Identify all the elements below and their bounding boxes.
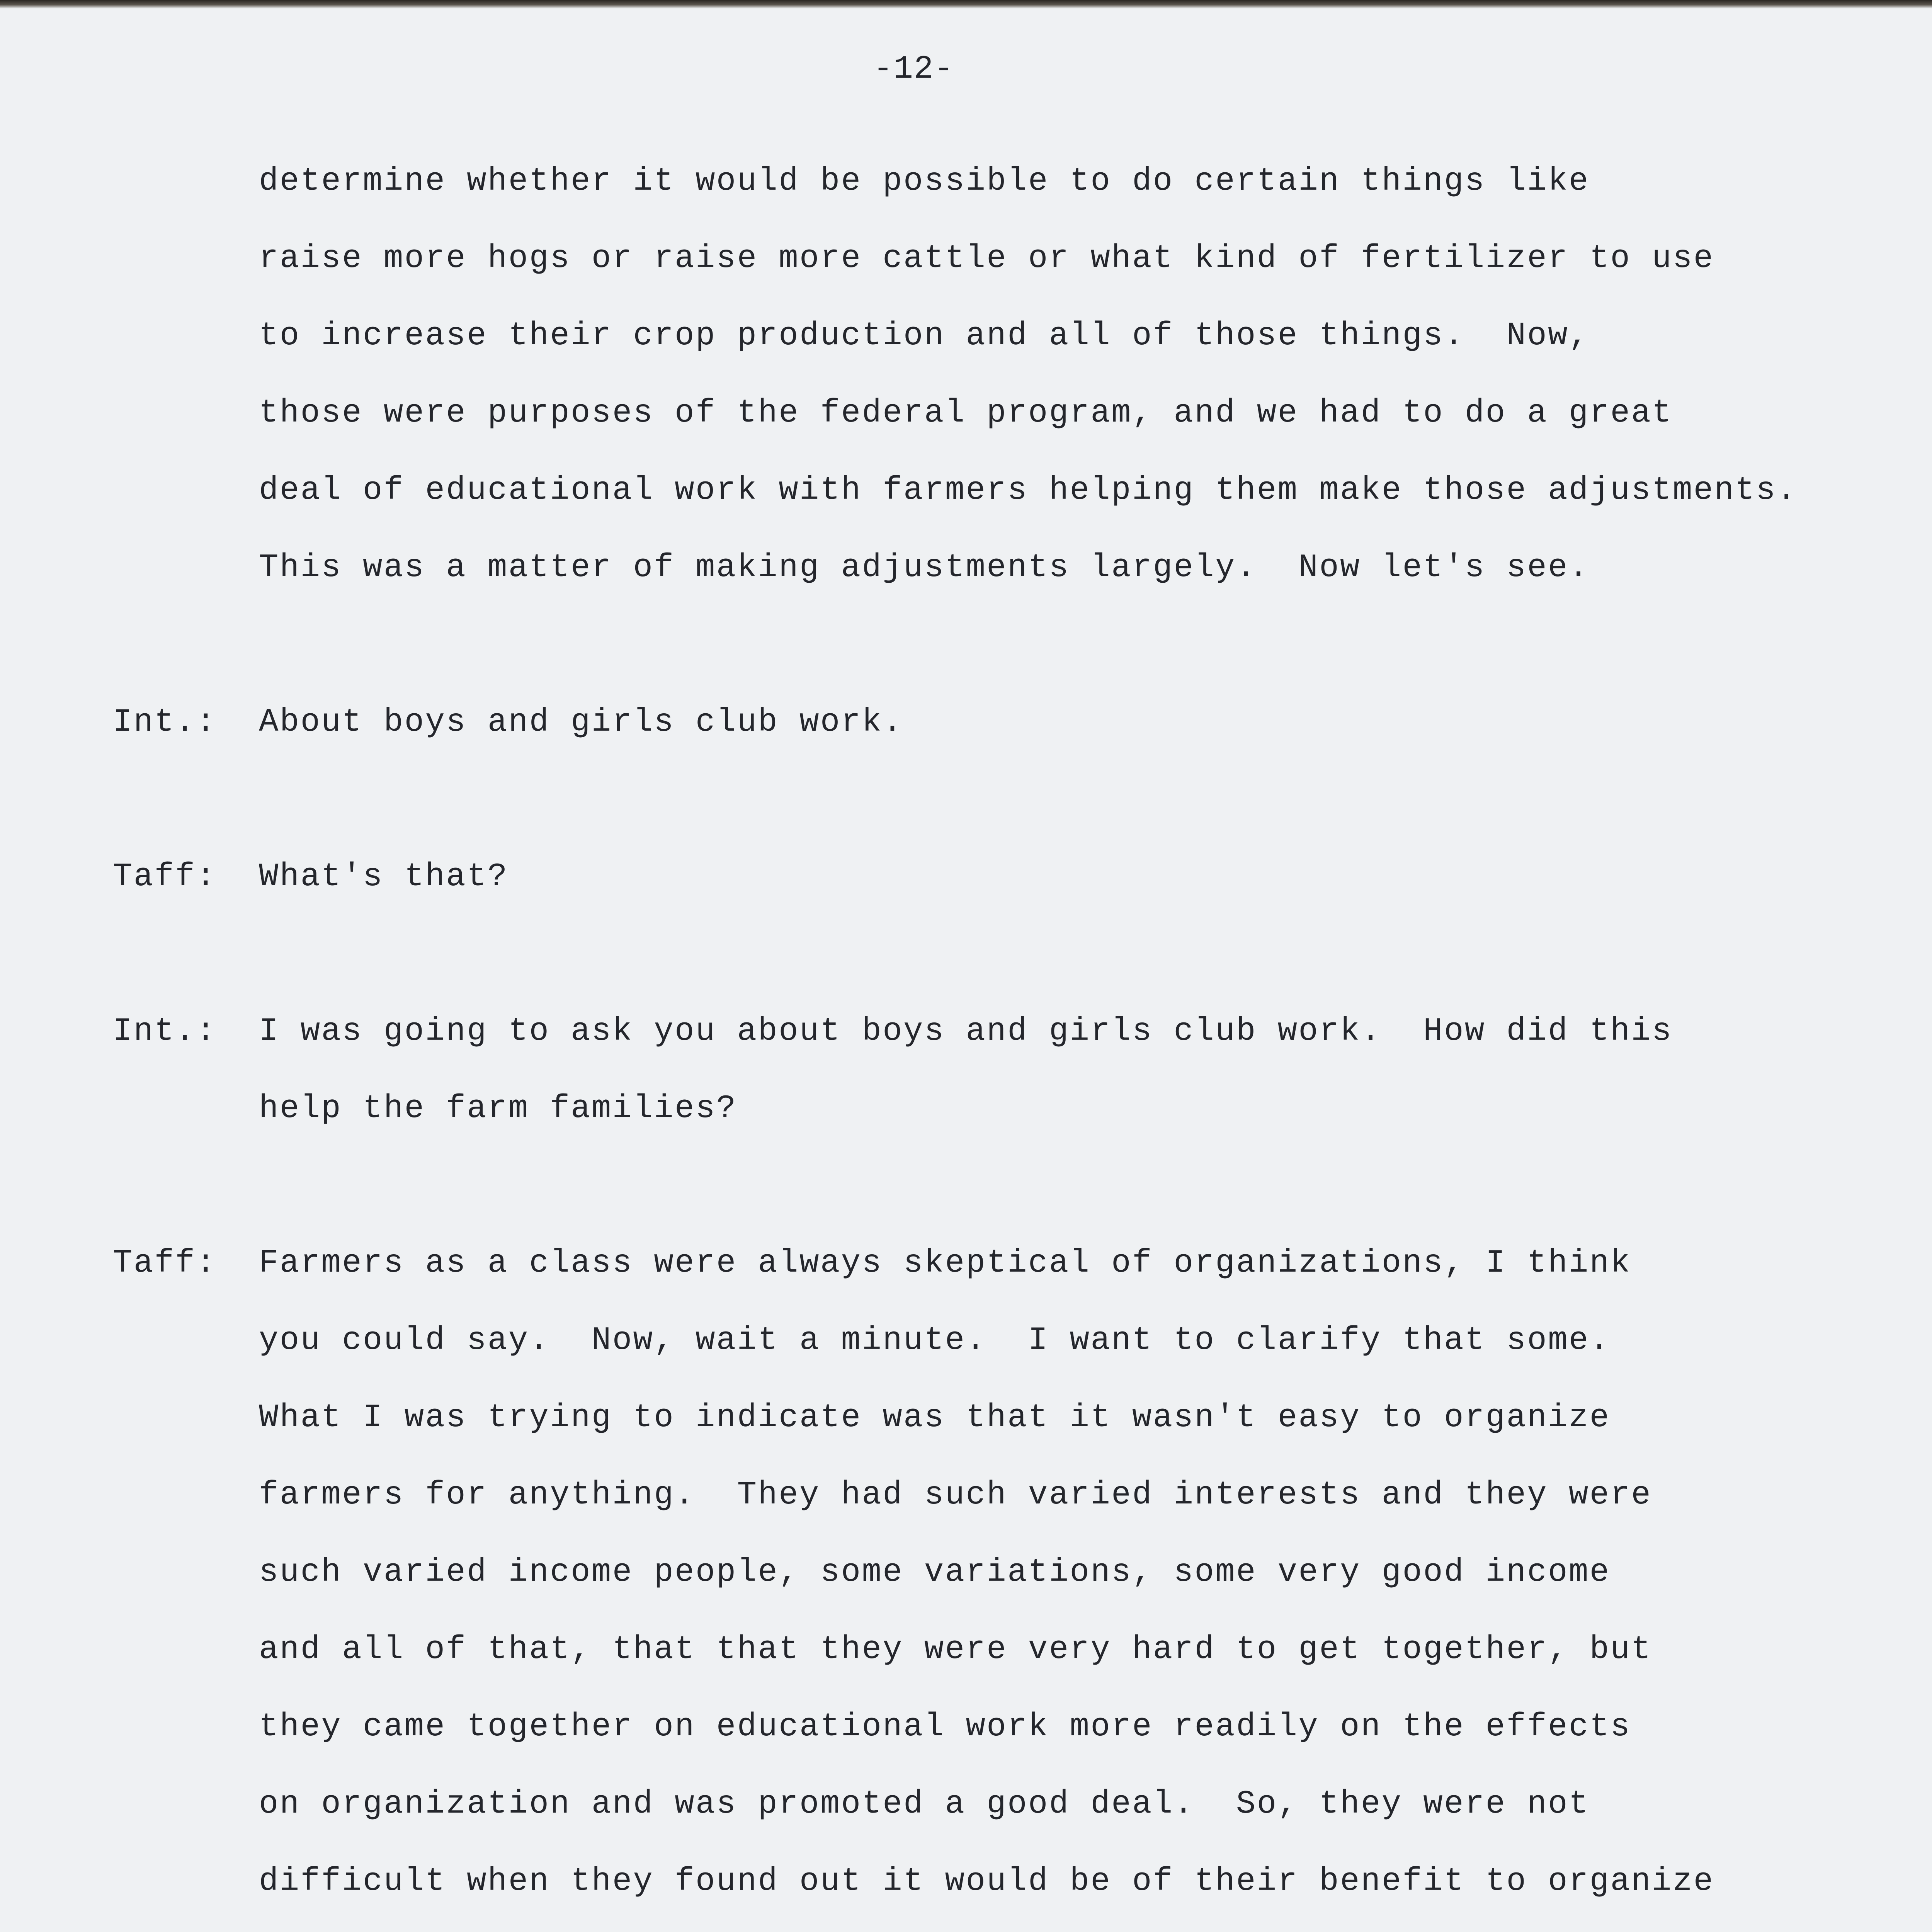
transcript-line: to increase their crop production and all of those things. Now, [259,318,1590,354]
transcript-line: such varied income people, some variations, some very good income [259,1554,1611,1591]
transcript-line: difficult when they found out it would be of their benefit to organize [259,1863,1714,1900]
transcript-line: What I was trying to indicate was that it wasn't easy to organize [259,1400,1611,1436]
transcript-line: help the farm families? [259,1090,737,1127]
transcript-line: raise more hogs or raise more cattle or what kind of fertilizer to use [259,240,1714,277]
transcript-line: Farmers as a class were always skeptical of organizations, I think [259,1245,1631,1282]
transcript-line: I was going to ask you about boys and girls club work. How did this [259,1013,1673,1050]
speaker-label: Taff: [113,859,217,895]
transcript-line: About boys and girls club work. [259,704,904,741]
transcript-line: you could say. Now, wait a minute. I want to clarify that some. [259,1322,1611,1359]
transcript-line: What's that? [259,859,509,895]
scan-top-edge [0,0,1932,9]
transcript-line: determine whether it would be possible to do certain things like [259,163,1590,200]
speaker-label: Int.: [113,704,217,741]
transcript-line: and all of that, that that they were very hard to get together, but [259,1631,1652,1668]
transcript-line: they came together on educational work more readily on the effects [259,1709,1631,1745]
transcript-line: those were purposes of the federal program, and we had to do a great [259,395,1673,432]
page-number: -12- [873,51,954,88]
speaker-label: Int.: [113,1013,217,1050]
transcript-line: on organization and was promoted a good deal. So, they were not [259,1786,1590,1823]
transcript-line: farmers for anything. They had such varied interests and they were [259,1477,1652,1514]
speaker-label: Taff: [113,1245,217,1282]
transcript-line: deal of educational work with farmers helping them make those adjustments. [259,472,1798,509]
transcript-line: This was a matter of making adjustments largely. Now let's see. [259,549,1590,586]
